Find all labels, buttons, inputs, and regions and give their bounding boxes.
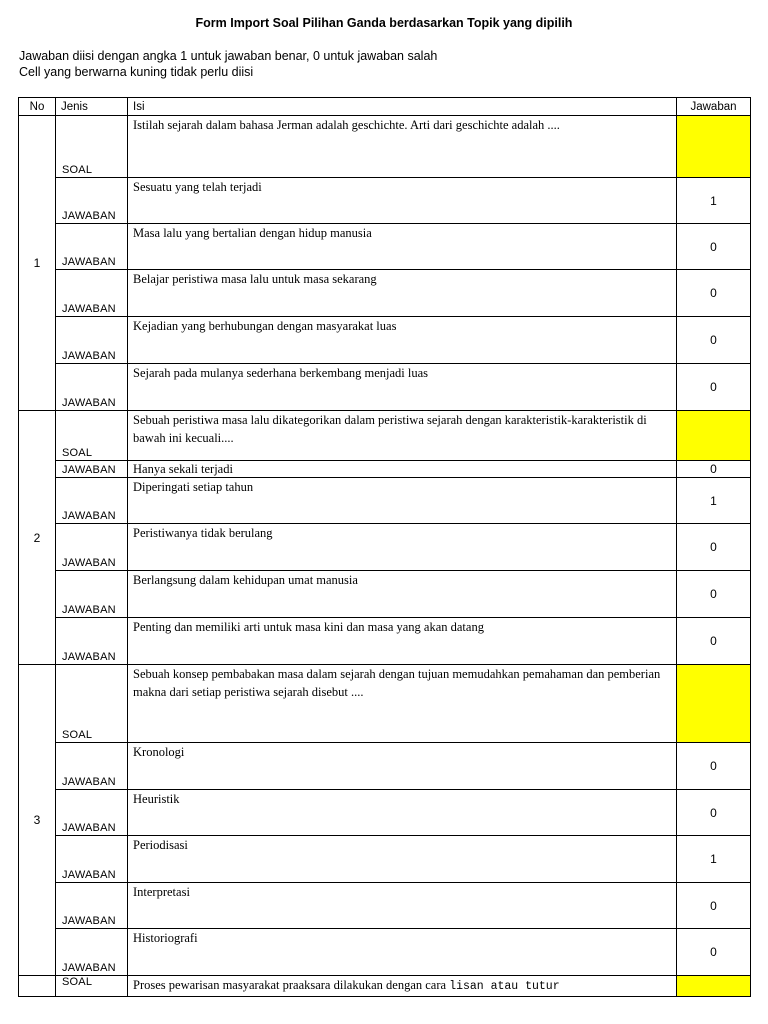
table-row <box>19 976 751 997</box>
answer-text[interactable]: Historiografi <box>128 929 677 976</box>
question-text-mono: lisan atau tutur <box>449 980 560 993</box>
table-row <box>19 524 751 571</box>
answer-text[interactable]: Periodisasi <box>128 836 677 883</box>
table-row <box>19 665 751 743</box>
header-jawaban: Jawaban <box>677 98 751 116</box>
answer-value[interactable]: 1 <box>677 478 751 524</box>
jenis-cell: JAWABAN <box>56 478 128 524</box>
instruction-line: Cell yang berwarna kuning tidak perlu diisi <box>19 65 254 79</box>
jenis-cell: JAWABAN <box>56 743 128 790</box>
answer-value[interactable]: 0 <box>677 883 751 929</box>
answer-value[interactable]: 0 <box>677 524 751 571</box>
answer-value[interactable]: 0 <box>677 224 751 270</box>
table-row <box>19 743 751 790</box>
table-row <box>19 836 751 883</box>
table-row <box>19 478 751 524</box>
table-row <box>19 790 751 836</box>
jenis-cell: JAWABAN <box>56 618 128 665</box>
answer-text[interactable]: Sesuatu yang telah terjadi <box>128 178 677 224</box>
answer-value[interactable]: 0 <box>677 270 751 317</box>
jenis-cell: JAWABAN <box>56 571 128 618</box>
table-row <box>19 317 751 364</box>
instruction-line: Jawaban diisi dengan angka 1 untuk jawaban benar, 0 untuk jawaban salah <box>19 49 438 63</box>
header-jenis: Jenis <box>56 98 128 116</box>
jenis-cell: JAWABAN <box>56 836 128 883</box>
page-title: Form Import Soal Pilihan Ganda berdasarkan Topik yang dipilih <box>195 16 573 30</box>
answer-text[interactable]: Interpretasi <box>128 883 677 929</box>
answer-value[interactable]: 0 <box>677 743 751 790</box>
answer-text[interactable]: Masa lalu yang bertalian dengan hidup manusia <box>128 224 677 270</box>
answer-text[interactable]: Heuristik <box>128 790 677 836</box>
answer-text[interactable]: Berlangsung dalam kehidupan umat manusia <box>128 571 677 618</box>
question-text[interactable]: Istilah sejarah dalam bahasa Jerman adalah geschichte. Arti dari geschichte adalah .... <box>128 116 677 178</box>
answer-text[interactable]: Diperingati setiap tahun <box>128 478 677 524</box>
jenis-cell: JAWABAN <box>56 461 128 478</box>
answer-text[interactable]: Penting dan memiliki arti untuk masa kini dan masa yang akan datang <box>128 618 677 665</box>
jenis-cell: JAWABAN <box>56 224 128 270</box>
table-row <box>19 929 751 976</box>
table-row <box>19 270 751 317</box>
answer-value[interactable]: 0 <box>677 618 751 665</box>
question-text[interactable]: Sebuah konsep pembabakan masa dalam sejarah dengan tujuan memudahkan pemahaman dan pemberian makna dari setiap peristiwa sejarah disebut .... <box>128 665 677 743</box>
header-row <box>19 98 751 116</box>
table-row <box>19 571 751 618</box>
answer-value[interactable]: 0 <box>677 461 751 478</box>
answer-value[interactable]: 0 <box>677 929 751 976</box>
answer-text[interactable]: Kronologi <box>128 743 677 790</box>
jenis-cell: JAWABAN <box>56 317 128 364</box>
answer-value[interactable]: 0 <box>677 317 751 364</box>
jenis-cell: JAWABAN <box>56 883 128 929</box>
answer-text[interactable]: Belajar peristiwa masa lalu untuk masa sekarang <box>128 270 677 317</box>
question-number: 1 <box>19 116 56 411</box>
jenis-cell: JAWABAN <box>56 524 128 571</box>
answer-value[interactable]: 1 <box>677 836 751 883</box>
jenis-cell: SOAL <box>56 116 128 178</box>
answer-text[interactable]: Sejarah pada mulanya sederhana berkembang menjadi luas <box>128 364 677 411</box>
header-no: No <box>19 98 56 116</box>
jenis-cell: JAWABAN <box>56 178 128 224</box>
table-row <box>19 364 751 411</box>
answer-cell-highlighted <box>677 665 751 743</box>
answer-text[interactable]: Hanya sekali terjadi <box>128 461 677 478</box>
jenis-cell: SOAL <box>56 665 128 743</box>
table-row <box>19 618 751 665</box>
answer-cell-highlighted <box>677 411 751 461</box>
question-number: 3 <box>19 665 56 976</box>
answer-cell-highlighted <box>677 116 751 178</box>
jenis-cell: JAWABAN <box>56 364 128 411</box>
table-row <box>19 883 751 929</box>
jenis-cell: JAWABAN <box>56 270 128 317</box>
question-table <box>18 97 751 997</box>
question-text[interactable]: Sebuah peristiwa masa lalu dikategorikan dalam peristiwa sejarah dengan karakteristik-karakteristik di bawah ini kecuali.... <box>128 411 677 461</box>
answer-value[interactable]: 0 <box>677 364 751 411</box>
table-row <box>19 116 751 178</box>
jenis-cell: SOAL <box>56 976 128 997</box>
answer-text[interactable]: Peristiwanya tidak berulang <box>128 524 677 571</box>
answer-value[interactable]: 0 <box>677 571 751 618</box>
question-number: 2 <box>19 411 56 665</box>
header-isi: Isi <box>128 98 677 116</box>
table-row <box>19 178 751 224</box>
jenis-cell: SOAL <box>56 411 128 461</box>
answer-value[interactable]: 1 <box>677 178 751 224</box>
answer-cell-highlighted <box>677 976 751 997</box>
table-row <box>19 461 751 478</box>
jenis-cell: JAWABAN <box>56 929 128 976</box>
table-row <box>19 411 751 461</box>
table-row <box>19 224 751 270</box>
jenis-cell: JAWABAN <box>56 790 128 836</box>
question-text[interactable] <box>128 976 677 997</box>
answer-value[interactable]: 0 <box>677 790 751 836</box>
answer-text[interactable]: Kejadian yang berhubungan dengan masyarakat luas <box>128 317 677 364</box>
question-number-cell <box>19 976 56 997</box>
question-text-main: Proses pewarisan masyarakat praaksara dilakukan dengan cara <box>133 978 447 992</box>
